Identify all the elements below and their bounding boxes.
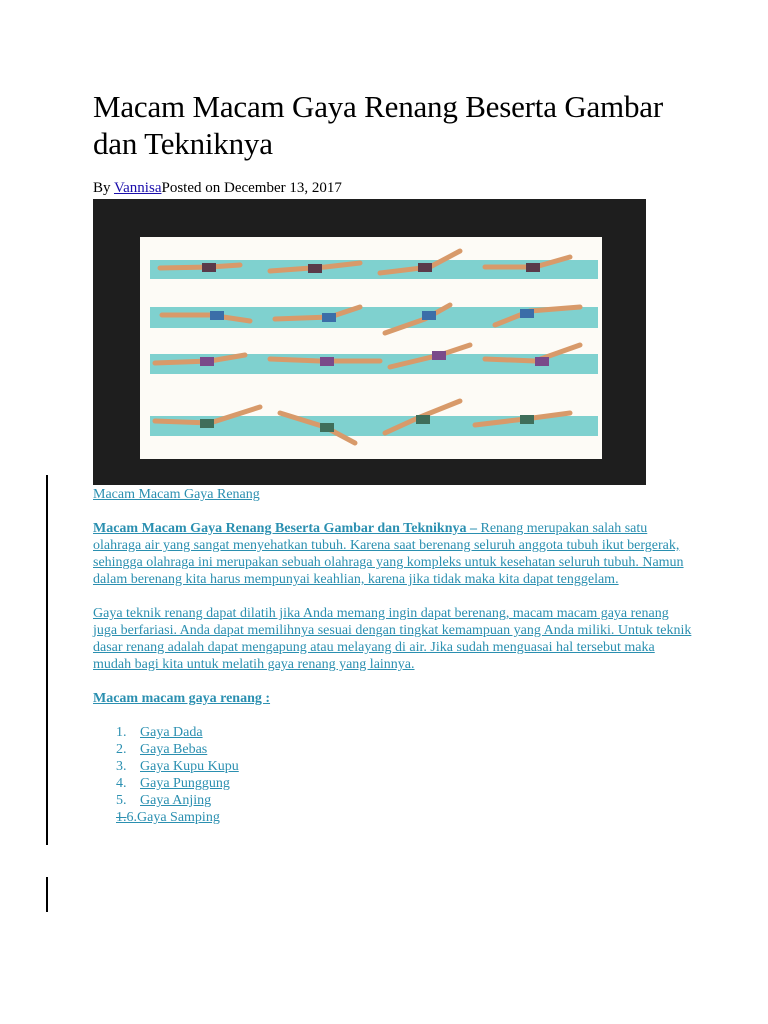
- by-prefix: By: [93, 180, 114, 196]
- caption-link[interactable]: Macam Macam Gaya Renang: [93, 487, 260, 502]
- list-heading-text[interactable]: Macam macam gaya renang :: [93, 691, 271, 706]
- intro-text[interactable]: Renang merupakan salah satu olahraga air yang sangat menyehatkan tubuh. Karena saat berenang seluruh anggota tubuh ikut bergerak, sehingga olahraga ini merupakan sebuah olahraga yang kompleks untuk kesehatan seluruh tubuh. Namun dalam berenang kita harus mempunyai keahlian, karena jika tidak maka kita dapat tenggelam.: [93, 521, 684, 587]
- list-item-last[interactable]: 1.6.Gaya Samping: [116, 810, 220, 825]
- intro-paragraph: [93, 520, 693, 588]
- second-paragraph-text[interactable]: Gaya teknik renang dapat dilatih jika Anda memang ingin dapat berenang, macam macam gaya renang juga berfariasi. Anda dapat memilihnya sesuai dengan tingkat kemampuan yang Anda miliki. Untuk teknik dasar renang adalah dapat mengapung atau melayang di air. Jika sudah menguasai hal tersebut maka mudah bagi kita untuk melatih gaya renang yang lainnya.: [93, 606, 692, 672]
- left-margin-bar-small: [46, 877, 48, 912]
- swimming-styles-image: [93, 199, 646, 485]
- image-caption[interactable]: [93, 486, 693, 503]
- list-item[interactable]: 4. Gaya Punggung: [116, 776, 230, 791]
- list-heading: [93, 690, 693, 707]
- swimming-illustration: [140, 237, 602, 459]
- list-item[interactable]: 1. Gaya Dada: [116, 725, 203, 740]
- swimming-styles-list: [93, 724, 693, 826]
- byline: [93, 179, 693, 197]
- left-margin-bar: [46, 475, 48, 845]
- struck-number: 1.: [116, 810, 127, 825]
- posted-date: Posted on December 13, 2017: [161, 180, 342, 196]
- list-item[interactable]: 5. Gaya Anjing: [116, 793, 212, 808]
- author-link[interactable]: Vannisa: [113, 180, 162, 196]
- article: [93, 88, 693, 826]
- second-paragraph: [93, 605, 693, 673]
- list-item[interactable]: 2. Gaya Bebas: [116, 742, 208, 757]
- page-title: Macam Macam Gaya Renang Beserta Gambar dan Tekniknya: [93, 89, 663, 161]
- intro-bold-lead[interactable]: Macam Macam Gaya Renang Beserta Gambar dan Tekniknya –: [93, 521, 481, 536]
- list-item[interactable]: 3. Gaya Kupu Kupu: [116, 759, 239, 774]
- swimmers-figure: [140, 237, 602, 459]
